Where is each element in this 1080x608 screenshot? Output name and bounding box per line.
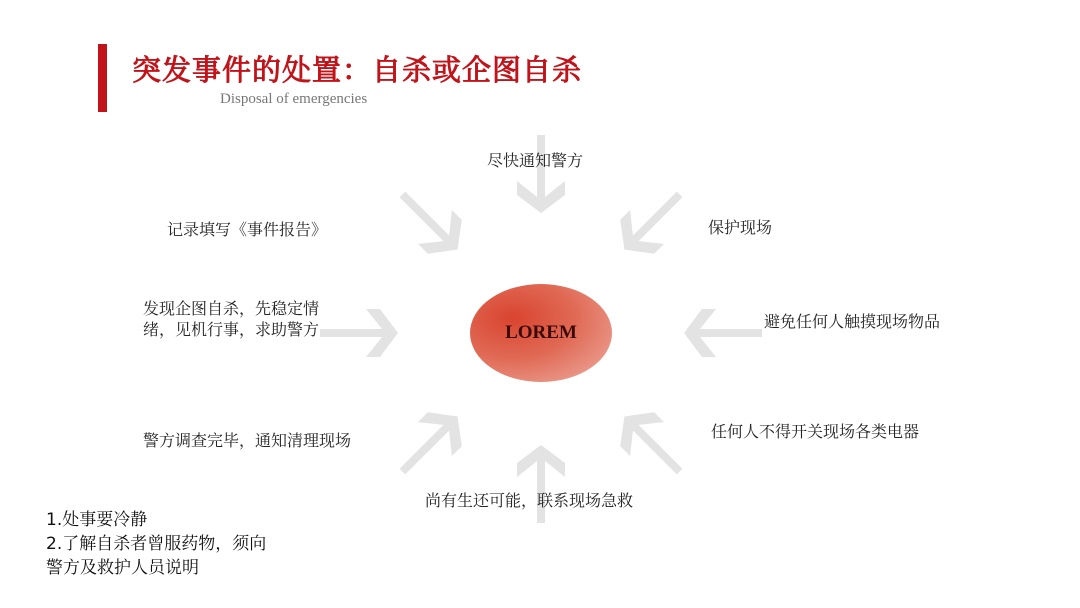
item-stabilize-emotion: 发现企图自杀，先稳定情绪，见机行事，求助警方 xyxy=(143,299,320,339)
arrow-top-right xyxy=(607,177,696,266)
notes-block xyxy=(46,508,266,580)
item-protect-scene: 保护现场 xyxy=(708,218,773,237)
arrow-bottom-left xyxy=(385,399,474,488)
center-label: LOREM xyxy=(505,322,577,343)
item-no-appliances: 任何人不得开关现场各类电器 xyxy=(711,422,920,441)
item-notify-police: 尽快通知警方 xyxy=(487,151,584,170)
arrow-bottom xyxy=(517,445,565,523)
note-2-line-2: 警方及救护人员说明 xyxy=(46,558,199,578)
item-avoid-touching: 避免任何人触摸现场物品 xyxy=(764,312,941,331)
page-subtitle: Disposal of emergencies xyxy=(220,91,368,107)
arrow-right xyxy=(684,309,762,357)
note-2-line-1: 2.了解自杀者曾服药物，须向 xyxy=(46,534,267,554)
center-ellipse xyxy=(470,284,612,382)
arrow-top-left xyxy=(385,177,474,266)
arrow-bottom-right xyxy=(607,399,696,488)
page-title: 突发事件的处置：自杀或企图自杀 xyxy=(132,53,583,87)
item-clean-scene: 警方调查完毕，通知清理现场 xyxy=(143,431,352,450)
item-record-report: 记录填写《事件报告》 xyxy=(167,220,328,239)
note-1: 1.处事要冷静 xyxy=(46,510,148,530)
item-first-aid: 尚有生还可能，联系现场急救 xyxy=(425,491,634,510)
arrow-top xyxy=(517,135,565,213)
